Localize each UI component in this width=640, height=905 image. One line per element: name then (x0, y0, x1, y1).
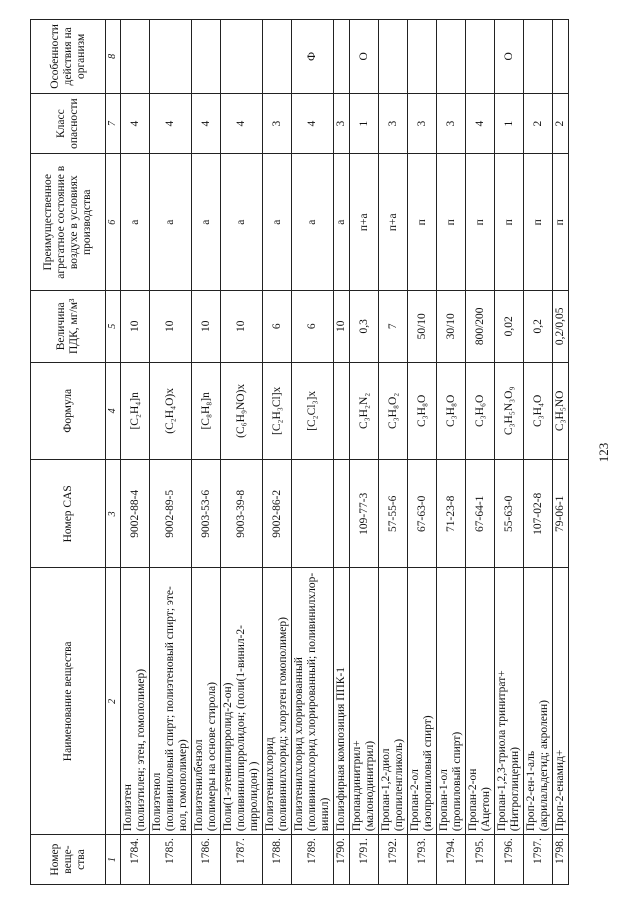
table-row (121, 20, 150, 885)
substance-name-line: (поливинилпирролидон; (поли(1-винил-2- (235, 624, 247, 832)
cas-number: 9002-88-4 (121, 460, 150, 568)
substance-name-line: Полиэтенилбензол (193, 739, 205, 832)
substance-name-line: Пропан-1,2,3-триола тринитрат+ (496, 670, 508, 832)
substance-name-line: (изопропиловый спирт) (422, 715, 434, 832)
aggregate-state: п (408, 154, 437, 291)
substance-name-line: (пропиловый спирт) (451, 731, 463, 832)
pdk-value: 50/10 (408, 291, 437, 363)
aggregate-state: п+а (379, 154, 408, 291)
row-number: 1790. (334, 835, 350, 885)
substance-name-line: Полиэтенилхлорид (264, 737, 276, 832)
cas-number: 9002-89-5 (150, 460, 192, 568)
row-number: 1797. (524, 835, 553, 885)
row-number: 1788. (263, 835, 292, 885)
column-number: 1 (106, 835, 121, 885)
table-row (192, 20, 221, 885)
substance-name-line: Пропан-2-ол (409, 769, 421, 832)
header-cell: Особенности действия на организм (31, 20, 106, 94)
hazard-class: 3 (379, 93, 408, 154)
formula (334, 362, 350, 460)
cas-number: 9003-53-6 (192, 460, 221, 568)
aggregate-state: а (150, 154, 192, 291)
substance-name-line: Пропан-1-ол (438, 769, 450, 832)
substance-name-line: Пропандинитрил+ (351, 740, 363, 832)
pdk-value: 10 (221, 291, 263, 363)
header-cell: Наименование вещества (31, 568, 106, 835)
cas-number: 55-63-0 (495, 460, 524, 568)
substance-name-line: Полиэтенол (151, 772, 163, 832)
page-number: 123 (596, 442, 611, 463)
table-row (466, 20, 495, 885)
effect-marker (334, 20, 350, 94)
effect-marker (150, 20, 192, 94)
column-number: 2 (106, 568, 121, 835)
substance-name (121, 568, 150, 835)
substance-name-line: Поли(1-этенилпирролид-2-он) (222, 682, 234, 832)
substance-name-line: (полиэтилен; этен, гомополимер) (135, 668, 147, 832)
header-cell: Величина ПДК, мг/м³ (31, 291, 106, 363)
cas-number: 71-23-8 (437, 460, 466, 568)
hazard-class: 1 (350, 93, 379, 154)
substance-name (524, 568, 553, 835)
table-row (263, 20, 292, 885)
cas-number: 107-02-8 (524, 460, 553, 568)
substance-name (466, 568, 495, 835)
substance-name-line: нол, гомополимер) (177, 739, 189, 832)
effect-marker (553, 20, 569, 94)
effect-marker: О (350, 20, 379, 94)
pdk-value: 30/10 (437, 291, 466, 363)
column-number: 4 (106, 362, 121, 460)
pdk-value: 10 (192, 291, 221, 363)
pdk-value: 0,02 (495, 291, 524, 363)
hazard-class: 4 (192, 93, 221, 154)
hazard-class: 2 (553, 93, 569, 154)
cas-number: 67-64-1 (466, 460, 495, 568)
cas-number: 109-77-3 (350, 460, 379, 568)
column-number-row (106, 20, 121, 885)
substance-name-line: Полиэтен (122, 784, 134, 832)
formula: [C₂H₄]n (121, 362, 150, 460)
table-row (437, 20, 466, 885)
substance-name-line: Полиэфирная композиция ППК-1 (335, 666, 347, 832)
substance-name (437, 568, 466, 835)
pdk-value: 10 (121, 291, 150, 363)
row-number: 1784. (121, 835, 150, 885)
column-number: 8 (106, 20, 121, 94)
formula: C₃H₈O (437, 362, 466, 460)
effect-marker (379, 20, 408, 94)
column-number: 3 (106, 460, 121, 568)
aggregate-state: п (437, 154, 466, 291)
substance-name-line: Проп-2-ен-1-аль (525, 750, 537, 832)
substance-name (495, 568, 524, 835)
row-number: 1785. (150, 835, 192, 885)
hazard-class: 4 (466, 93, 495, 154)
hazard-class: 3 (408, 93, 437, 154)
formula: C₃H₄O (524, 362, 553, 460)
column-number: 5 (106, 291, 121, 363)
header-cell: Номер CAS (31, 460, 106, 568)
pdk-value: 6 (292, 291, 334, 363)
aggregate-state: п+а (350, 154, 379, 291)
pdk-value: 6 (263, 291, 292, 363)
header-cell: Формула (31, 362, 106, 460)
substance-name (334, 568, 350, 835)
table-row (408, 20, 437, 885)
hazard-class: 1 (495, 93, 524, 154)
effect-marker: Ф (292, 20, 334, 94)
table-row (334, 20, 350, 885)
substance-name (408, 568, 437, 835)
formula: [C₂H₃Cl]x (263, 362, 292, 460)
pdk-value: 0,2/0,05 (553, 291, 569, 363)
table-row (350, 20, 379, 885)
effect-marker (221, 20, 263, 94)
substance-name-line: Пропан-1,2-диол (380, 748, 392, 832)
formula: (C₆H₉NO)x (221, 362, 263, 460)
aggregate-state: а (192, 154, 221, 291)
row-number: 1796. (495, 835, 524, 885)
substance-name-line: (поливинилхлорид; хлорэтен гомополимер) (277, 617, 289, 832)
aggregate-state: а (334, 154, 350, 291)
effect-marker (121, 20, 150, 94)
aggregate-state: п (466, 154, 495, 291)
hazard-class: 4 (292, 93, 334, 154)
aggregate-state: п (524, 154, 553, 291)
substance-name (292, 568, 334, 835)
formula: C₃H₅NO (553, 362, 569, 460)
effect-marker (192, 20, 221, 94)
row-number: 1787. (221, 835, 263, 885)
substance-name (379, 568, 408, 835)
hazard-class: 3 (263, 93, 292, 154)
substances-table (30, 19, 569, 885)
substance-name (350, 568, 379, 835)
hazard-class: 4 (150, 93, 192, 154)
table-row (292, 20, 334, 885)
table-row (379, 20, 408, 885)
substance-name (263, 568, 292, 835)
aggregate-state: а (292, 154, 334, 291)
substance-name (553, 568, 569, 835)
cas-number (334, 460, 350, 568)
substance-name-line: Пропан-2-он (467, 768, 479, 832)
cas-number: 67-63-0 (408, 460, 437, 568)
effect-marker: О (495, 20, 524, 94)
row-number: 1789. (292, 835, 334, 885)
row-number: 1786. (192, 835, 221, 885)
substance-name-line: Полиэтенилхлорид хлорированный (293, 657, 305, 832)
formula: C₃H₆O (466, 362, 495, 460)
pdk-value: 0,3 (350, 291, 379, 363)
pdk-value: 0,2 (524, 291, 553, 363)
row-number: 1798. (553, 835, 569, 885)
header-cell: Преимущественное агрегатное состояние в воздухе в условиях производства (31, 154, 106, 291)
header-cell: Класс опасности (31, 93, 106, 154)
hazard-class: 4 (221, 93, 263, 154)
substance-name-line: (Ацетон) (480, 787, 492, 832)
effect-marker (263, 20, 292, 94)
formula: C₃H₈O₂ (379, 362, 408, 460)
cas-number: 9002-86-2 (263, 460, 292, 568)
pdk-value: 10 (334, 291, 350, 363)
table-row (495, 20, 524, 885)
effect-marker (466, 20, 495, 94)
table-row (524, 20, 553, 885)
formula: [C₂Cl₃]x (292, 362, 334, 460)
aggregate-state: п (495, 154, 524, 291)
formula: C₃H₅N₃O₉ (495, 362, 524, 460)
pdk-value: 7 (379, 291, 408, 363)
substance-name-line: (акрилальдегид; акролеин) (538, 700, 550, 832)
row-number: 1793. (408, 835, 437, 885)
table-body (121, 20, 569, 885)
aggregate-state: а (263, 154, 292, 291)
cas-number: 9003-39-8 (221, 460, 263, 568)
pdk-value: 10 (150, 291, 192, 363)
substance-name-line: пирролидон) ) (248, 761, 260, 832)
formula: [C₈H₈]n (192, 362, 221, 460)
substance-name (221, 568, 263, 835)
pdk-value: 800/200 (466, 291, 495, 363)
cas-number: 57-55-6 (379, 460, 408, 568)
formula: C₃H₂N₂ (350, 362, 379, 460)
header-row (31, 20, 106, 885)
formula: C₃H₈O (408, 362, 437, 460)
aggregate-state: п (553, 154, 569, 291)
table-row (553, 20, 569, 885)
table-row (221, 20, 263, 885)
substance-name-line: винил) (319, 797, 331, 832)
substance-name-line: (малонодинитрил) (364, 740, 376, 832)
formula: (C₂H₄O)x (150, 362, 192, 460)
aggregate-state: а (121, 154, 150, 291)
substance-name-line: Проп-2-енамид+ (554, 749, 566, 832)
hazard-class: 3 (334, 93, 350, 154)
row-number: 1792. (379, 835, 408, 885)
row-number: 1795. (466, 835, 495, 885)
substance-name-line: (пропиленгликоль) (393, 738, 405, 832)
substance-name-line: (Нитроглицерин) (509, 747, 521, 832)
effect-marker (408, 20, 437, 94)
hazard-class: 3 (437, 93, 466, 154)
row-number: 1791. (350, 835, 379, 885)
effect-marker (437, 20, 466, 94)
effect-marker (524, 20, 553, 94)
column-number: 7 (106, 93, 121, 154)
table-row (150, 20, 192, 885)
substance-name (192, 568, 221, 835)
header-cell: Номер веще-ства (31, 835, 106, 885)
aggregate-state: а (221, 154, 263, 291)
column-number: 6 (106, 154, 121, 291)
cas-number (292, 460, 334, 568)
hazard-class: 4 (121, 93, 150, 154)
substance-name-line: (поливиниловый спирт; полиэтеновый спирт; эте- (164, 586, 176, 832)
substance-name-line: (полимеры на основе стирола) (206, 682, 218, 832)
substance-name (150, 568, 192, 835)
substance-name-line: (поливинилхлорид хлорированный; поливинилхлор- (306, 572, 318, 832)
row-number: 1794. (437, 835, 466, 885)
cas-number: 79-06-1 (553, 460, 569, 568)
hazard-class: 2 (524, 93, 553, 154)
